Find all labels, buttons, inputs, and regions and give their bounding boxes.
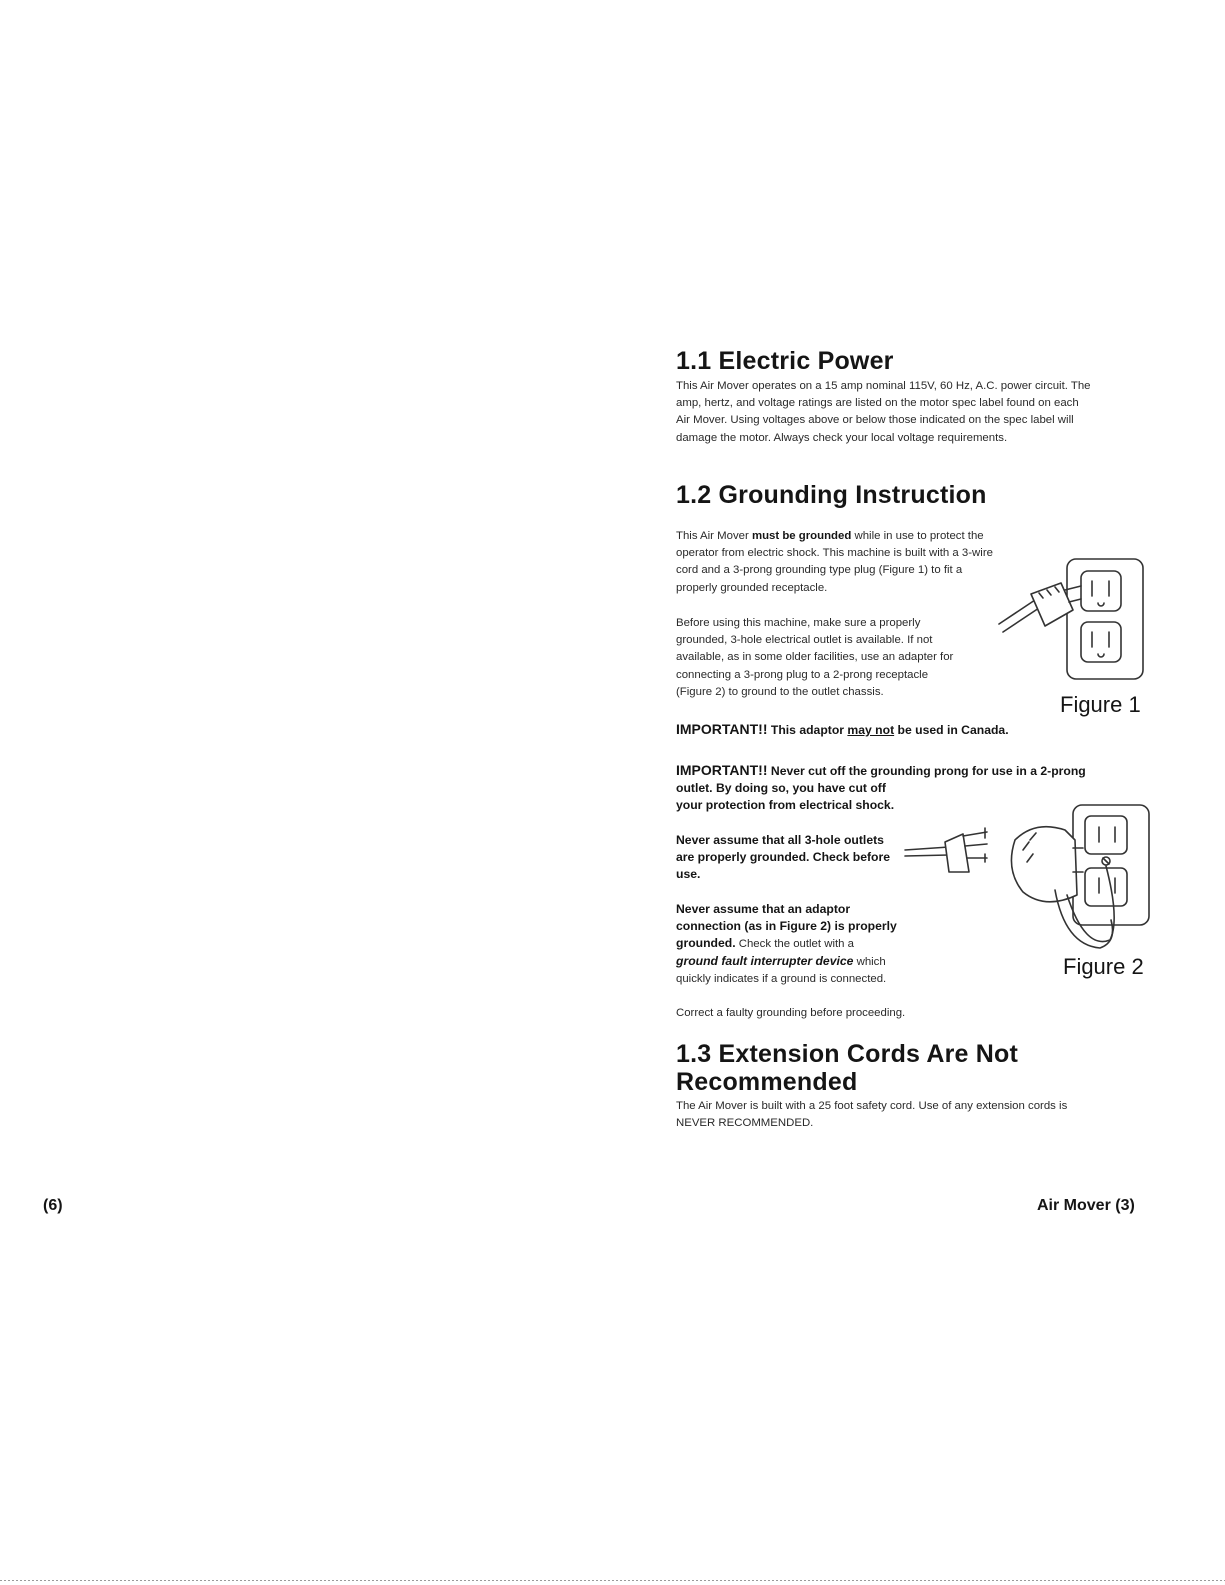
electric-power-line-1: This Air Mover operates on a 15 amp nominal 115V, 60 Hz, A.C. power circuit. The xyxy=(676,380,1091,392)
important-canada-note: IMPORTANT!! This adaptor may not be used in Canada. xyxy=(676,721,1009,737)
grounding-p1-line-2: operator from electric shock. This machine is built with a 3-wire xyxy=(676,547,993,560)
must-be-grounded: must be grounded xyxy=(751,530,852,542)
heading-extension-line-2: Recommended xyxy=(676,1068,858,1096)
grounding-paragraph-2 xyxy=(676,615,953,701)
important-never-cut-line-1: IMPORTANT!! Never cut off the grounding prong for use in a 2-prong xyxy=(676,762,1086,778)
section-extension-cords xyxy=(676,1040,1067,1132)
heading-electric-power: 1.1 Electric Power xyxy=(676,347,894,375)
never-assume-outlets-line-1: Never assume that all 3-hole outlets xyxy=(676,833,884,847)
electric-power-line-2: amp, hertz, and voltage ratings are listed on the motor spec label found on each xyxy=(676,397,1079,410)
correct-faulty-grounding: Correct a faulty grounding before proceeding. xyxy=(676,1007,906,1019)
left-page-number: (6) xyxy=(43,1197,63,1214)
grounding-p1-line-4: properly grounded receptacle. xyxy=(676,581,828,594)
grounding-paragraph-1 xyxy=(676,528,993,597)
grounding-p1-line-1: This Air Mover must be grounded while in use to protect the xyxy=(676,530,984,542)
electric-power-line-4: damage the motor. Always check your local voltage requirements. xyxy=(676,431,1008,444)
figure-2-caption: Figure 2 xyxy=(1063,954,1144,979)
never-assume-adaptor-line-1: Never assume that an adaptor xyxy=(676,902,851,916)
never-assume-adaptor-line-5: quickly indicates if a ground is connected. xyxy=(676,973,887,985)
electric-power-line-3: Air Mover. Using voltages above or below those indicated on the spec label will xyxy=(676,414,1074,427)
grounding-p2-line-4: connecting a 3-prong plug to a 2-prong receptacle xyxy=(676,668,929,681)
extension-line-2: NEVER RECOMMENDED. xyxy=(676,1117,814,1130)
never-assume-outlets-note xyxy=(676,832,890,883)
grounding-p1-line-3: cord and a 3-prong grounding type plug (Figure 1) to fit a xyxy=(676,564,963,577)
figure-2-adaptor-outlet-illustration xyxy=(905,800,1150,950)
grounding-p2-line-3: available, as in some older facilities, use an adapter for xyxy=(676,651,954,664)
never-assume-adaptor-note xyxy=(676,901,897,988)
may-not-underlined: may not xyxy=(847,723,895,737)
right-page-number: Air Mover (3) xyxy=(1037,1197,1135,1214)
important-never-cut-line-3: your protection from electrical shock. xyxy=(676,798,895,812)
scan-edge-line xyxy=(0,1580,1225,1581)
grounding-p2-line-1: Before using this machine, make sure a properly xyxy=(676,617,921,629)
section-electric-power xyxy=(676,347,1091,447)
heading-extension-line-1: 1.3 Extension Cords Are Not xyxy=(676,1040,1019,1068)
never-assume-adaptor-line-2: connection (as in Figure 2) is properly xyxy=(676,919,897,933)
extension-line-1: The Air Mover is built with a 25 foot safety cord. Use of any extension cords is xyxy=(676,1100,1068,1112)
grounding-p2-line-5: (Figure 2) to ground to the outlet chassis. xyxy=(676,685,884,698)
never-assume-outlets-line-3: use. xyxy=(676,867,701,881)
never-assume-outlets-line-2: are properly grounded. Check before xyxy=(676,850,891,864)
never-assume-adaptor-line-4: ground fault interrupter device which xyxy=(676,954,886,968)
grounding-p2-line-2: grounded, 3-hole electrical outlet is available. If not xyxy=(676,634,933,647)
figure-1-plug-outlet-illustration xyxy=(995,556,1145,686)
important-never-cut-line-2: outlet. By doing so, you have cut off xyxy=(676,781,886,795)
never-assume-adaptor-line-3: grounded. Check the outlet with a xyxy=(676,936,854,950)
heading-grounding: 1.2 Grounding Instruction xyxy=(676,481,987,509)
figure-1-caption: Figure 1 xyxy=(1060,692,1141,717)
